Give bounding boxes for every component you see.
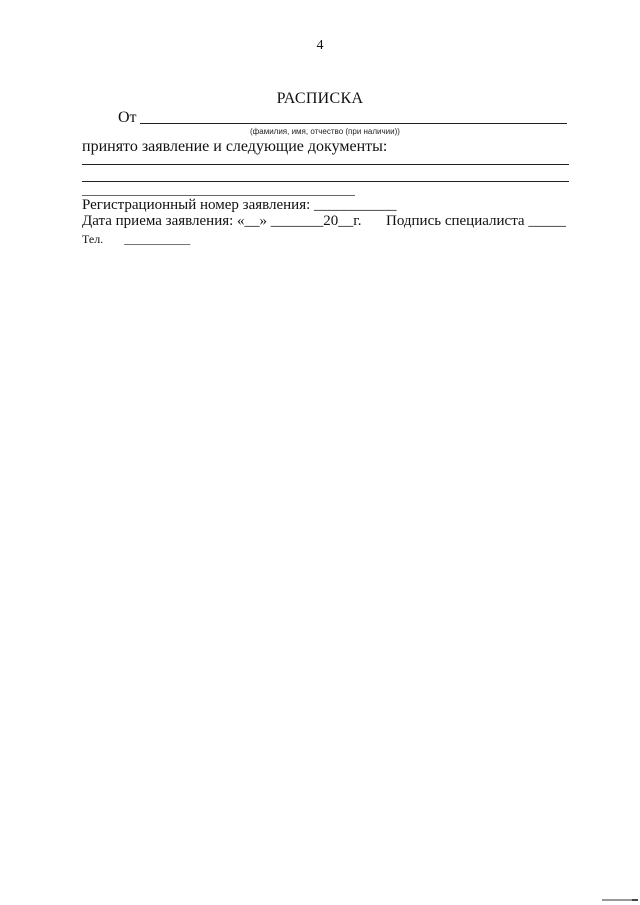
document-title: РАСПИСКА bbox=[276, 90, 364, 107]
from-label: От bbox=[118, 109, 137, 126]
accepted-documents-text: принято заявление и следующие документы: bbox=[82, 138, 388, 155]
specialist-signature-label[interactable]: Подпись специалиста _____ bbox=[386, 213, 566, 229]
page-corner-mark bbox=[602, 899, 638, 901]
documents-field-line-1[interactable] bbox=[82, 164, 569, 165]
documents-field-line-2[interactable] bbox=[82, 181, 569, 182]
registration-number-label bbox=[82, 197, 397, 214]
registration-number-field[interactable]: ___________ bbox=[314, 197, 397, 213]
from-name-field-line[interactable] bbox=[140, 123, 567, 124]
from-name-hint: (фамилия, имя, отчество (при наличии)) bbox=[250, 127, 400, 136]
phone-label: Тел. bbox=[82, 232, 104, 246]
registration-number-text: Регистрационный номер заявления: bbox=[82, 197, 311, 213]
page-number: 4 bbox=[316, 38, 324, 53]
documents-field-line-3[interactable] bbox=[82, 195, 355, 196]
phone-field[interactable]: ___________ bbox=[124, 232, 191, 246]
date-received-label[interactable]: Дата приема заявления: «__» _______20__г. bbox=[82, 213, 362, 229]
phone-row bbox=[82, 232, 190, 247]
